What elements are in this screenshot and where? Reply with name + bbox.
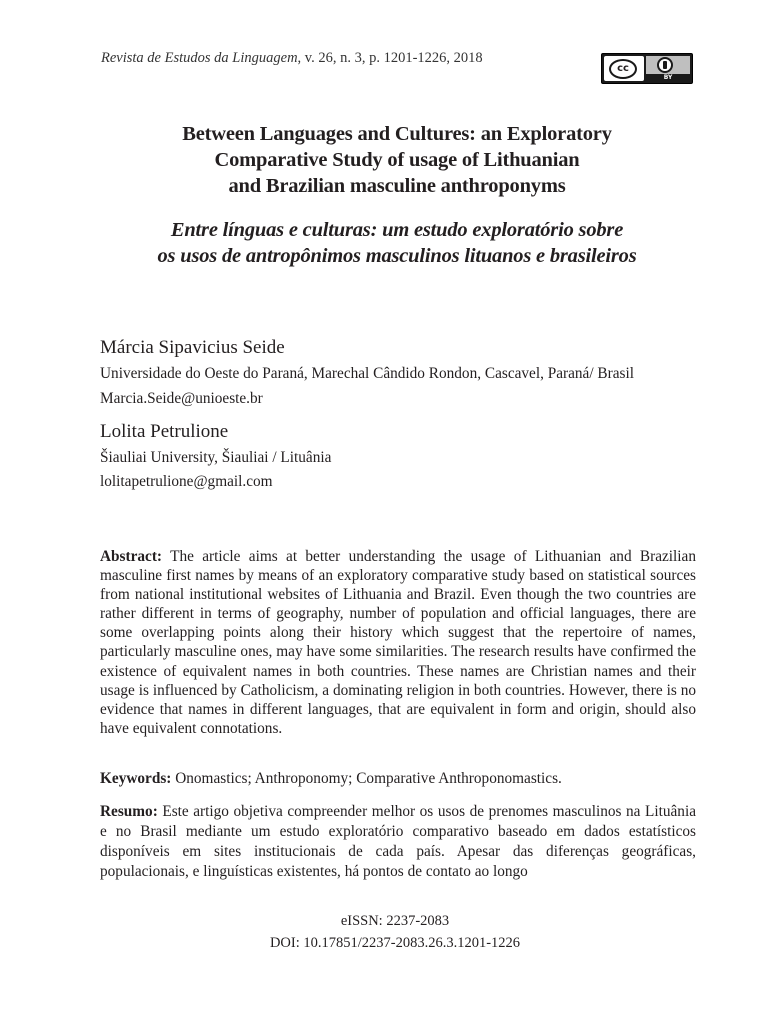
journal-citation xyxy=(101,50,483,67)
author-email[interactable]: lolitapetrulione@gmail.com xyxy=(100,473,273,490)
journal-name: Revista de Estudos da Linguagem xyxy=(101,50,298,66)
abstract-text: The article aims at better understanding the usage of Lithuanian and Brazilian masculine first names by means of an exploratory comparative study based on statistical sources from national institutional websites of Lithuania and Brazil. Even though the two countries are rather different in terms of geography, number of population and official languages, there are some overlapping points along their history which suggest that the repertoire of names, particularly masculine ones, may have some similarities. The research results have confirmed the existence of equivalent names in both countries. These names are Christian names and their usage is influenced by Catholicism, a dominating religion in both countries. However, there is no evidence that names in different languages, that are equivalent in form and origin, should also have equivalent connotations. xyxy=(100,548,696,737)
abstract-label: Abstract: xyxy=(100,548,163,565)
cc-icon: cc xyxy=(609,59,637,79)
attribution-person-icon xyxy=(657,57,673,73)
resumo-text: Este artigo objetiva compreender melhor os usos de prenomes masculinos na Lituânia e no Brasil mediante um estudo exploratório comparativo baseado em dados estatísticos disponíveis em sites institucionais de cada país. Apesar das diferenças geográficas, populacionais, e linguísticas existentes, há pontos de contato ao longo xyxy=(100,803,696,880)
volume-info: , v. 26, n. 3, p. 1201-1226, 2018 xyxy=(297,50,483,66)
by-label: BY xyxy=(646,74,690,82)
keywords-text: Onomastics; Anthroponomy; Comparative Anthroponomastics. xyxy=(171,770,562,787)
keywords-label: Keywords: xyxy=(100,770,172,787)
author-name: Lolita Petrulione xyxy=(100,421,229,442)
author-affiliation: Šiauliai University, Šiauliai / Lituânia xyxy=(100,449,332,466)
eissn: eISSN: 2237-2083 xyxy=(340,913,450,929)
title-block xyxy=(100,121,694,269)
creative-commons-by-icon[interactable] xyxy=(601,53,693,84)
keywords xyxy=(100,769,696,788)
abstract xyxy=(100,547,696,738)
doi[interactable]: DOI: 10.17851/2237-2083.26.3.1201-1226 xyxy=(269,935,521,951)
resumo xyxy=(100,802,696,882)
resumo-label: Resumo: xyxy=(100,803,158,820)
author-name: Márcia Sipavicius Seide xyxy=(100,337,285,358)
title-portuguese: Entre línguas e culturas: um estudo exploratório sobre os usos de antropônimos masculinos lituanos e brasileiros xyxy=(157,219,637,267)
title-english: Between Languages and Cultures: an Exploratory Comparative Study of usage of Lithuanian and Brazilian masculine anthroponyms xyxy=(182,123,612,197)
author-affiliation: Universidade do Oeste do Paraná, Marechal Cândido Rondon, Cascavel, Paraná/ Brasil xyxy=(100,365,634,382)
author-email[interactable]: Marcia.Seide@unioeste.br xyxy=(100,390,263,407)
